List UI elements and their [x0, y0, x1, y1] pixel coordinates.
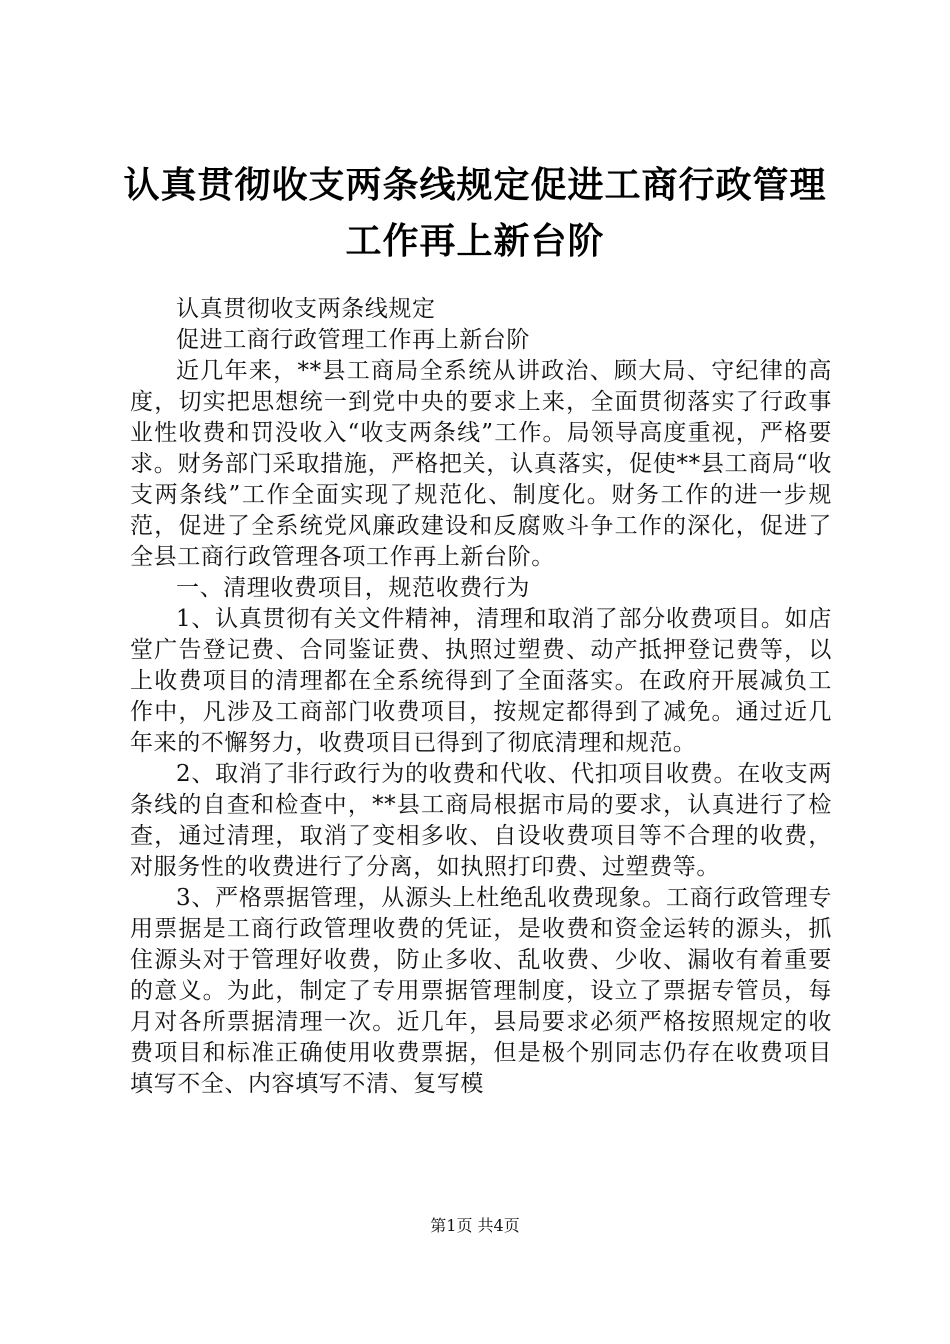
section-heading-1: 一、清理收费项目，规范收费行为	[176, 575, 530, 601]
subtitle-line-2: 促进工商行政管理工作再上新台阶	[176, 327, 530, 353]
subtitle-line-1: 认真贯彻收支两条线规定	[176, 296, 436, 322]
intro-paragraph: 近几年来，**县工商局全系统从讲政治、顾大局、守纪律的高度，切实把思想统一到党中央的要求上来，全面贯彻落实了行政事业性收费和罚没收入“收支两条线”工作。局领导高度重视，严格要求。财务部门采取措施，严格把关，认真落实，促使**县工商局“收支两条线”工作全面实现了规范化、制度化。财务工作的进一步规范，促进了全系统党风廉政建设和反腐败斗争工作的深化，促进了全县工商行政管理各项工作再上新台阶。	[130, 358, 832, 570]
body-paragraph-3: 3、严格票据管理，从源头上杜绝乱收费现象。工商行政管理专用票据是工商行政管理收费的凭证，是收费和资金运转的源头，抓住源头对于管理好收费，防止多收、乱收费、少收、漏收有着重要的意义。为此，制定了专用票据管理制度，设立了票据专管员，每月对各所票据清理一次。近几年，县局要求必须严格按照规定的收费项目和标准正确使用收费票据，但是极个别同志仍存在收费项目填写不全、内容填写不清、复写模	[130, 885, 832, 1097]
body-paragraph-2: 2、取消了非行政行为的收费和代收、代扣项目收费。在收支两条线的自查和检查中，**县工商局根据市局的要求，认真进行了检查，通过清理，取消了变相多收、自设收费项目等不合理的收费，对服务性的收费进行了分离，如执照打印费、过塑费等。	[130, 761, 832, 880]
document-title: 认真贯彻收支两条线规定促进工商行政管理工作再上新台阶	[123, 165, 827, 262]
page-number-footer: 第1页 共4页	[430, 1216, 520, 1235]
body-paragraph-1: 1、认真贯彻有关文件精神，清理和取消了部分收费项目。如店堂广告登记费、合同鉴证费、执照过塑费、动产抵押登记费等，以上收费项目的清理都在全系统得到了全面落实。在政府开展减负工作中，凡涉及工商部门收费项目，按规定都得到了减免。通过近几年来的不懈努力，收费项目已得到了彻底清理和规范。	[130, 606, 832, 756]
document-body	[130, 294, 832, 1100]
